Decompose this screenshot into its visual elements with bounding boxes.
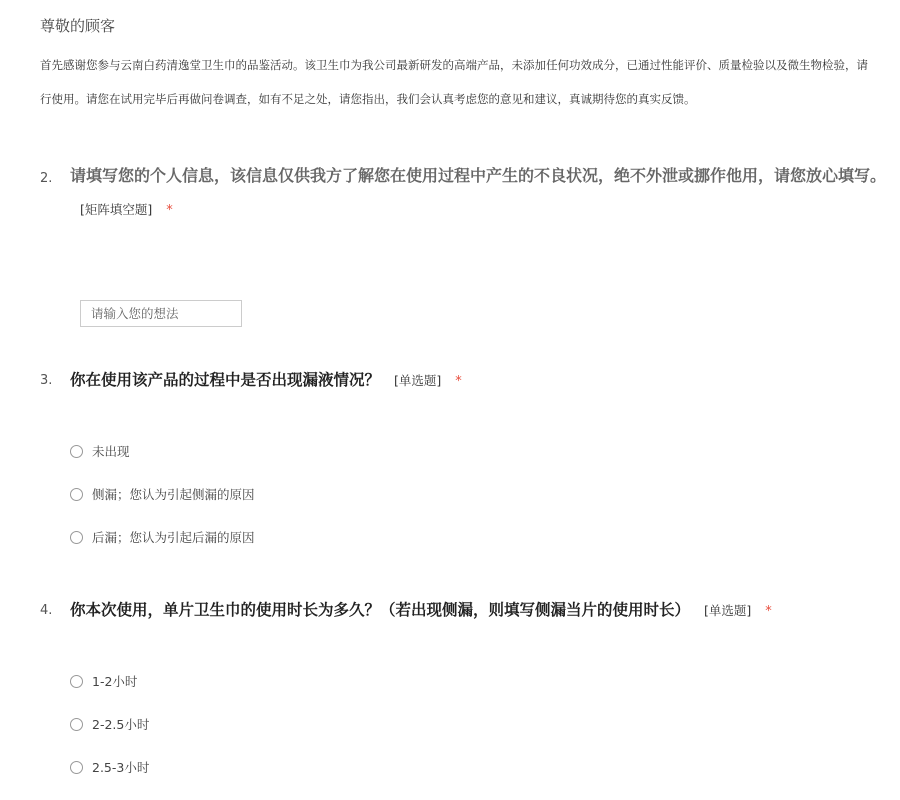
radio-button[interactable] <box>70 675 83 688</box>
question-type-label: [单选题] <box>704 603 752 618</box>
option-back-leak[interactable] <box>70 527 255 547</box>
option-label: 后漏；您认为引起后漏的原因 <box>92 530 255 545</box>
question-title-row <box>70 599 772 623</box>
question-title-row <box>70 369 462 393</box>
option-side-leak[interactable] <box>70 484 255 504</box>
question-type-label: [单选题] <box>394 373 442 388</box>
radio-button[interactable] <box>70 488 83 501</box>
personal-info-input[interactable] <box>80 300 242 327</box>
question-title: 请填写您的个人信息，该信息仅供我方了解您在使用过程中产生的不良状况，绝不外泄或挪作他用，请您放心填写。 <box>70 166 887 185</box>
option-2.5-3-hours[interactable] <box>70 757 149 777</box>
question-title: 你在使用该产品的过程中是否出现漏液情况？ <box>70 371 381 389</box>
question-type-row <box>80 200 173 221</box>
question-number: 4. <box>40 603 53 618</box>
radio-button[interactable] <box>70 718 83 731</box>
option-label: 未出现 <box>92 444 130 459</box>
intro-text-line-1: 首先感谢您参与云南白药清逸堂卫生巾的品鉴活动。该卫生巾为我公司最新研发的高端产品，未添加任何功效成分，已通过性能评价、质量检验以及微生物检验，请 <box>40 58 868 72</box>
option-label: 2-2.5小时 <box>92 717 150 732</box>
radio-button[interactable] <box>70 531 83 544</box>
option-label: 1-2小时 <box>92 674 138 689</box>
required-asterisk: * <box>765 604 772 619</box>
option-label: 2.5-3小时 <box>92 760 150 775</box>
option-1-2-hours[interactable] <box>70 671 137 691</box>
required-asterisk: * <box>455 374 462 389</box>
option-no-leak[interactable] <box>70 441 130 461</box>
required-asterisk: * <box>166 203 173 218</box>
option-2-2.5-hours[interactable] <box>70 714 149 734</box>
radio-button[interactable] <box>70 445 83 458</box>
question-title: 你本次使用，单片卫生巾的使用时长为多久？（若出现侧漏，则填写侧漏当片的使用时长） <box>70 601 691 619</box>
radio-button[interactable] <box>70 761 83 774</box>
greeting-heading: 尊敬的顾客 <box>40 17 116 35</box>
option-label: 侧漏；您认为引起侧漏的原因 <box>92 487 255 502</box>
question-type-label: [矩阵填空题] <box>80 202 153 217</box>
intro-text-line-2: 行使用。请您在试用完毕后再做问卷调查，如有不足之处，请您指出，我们会认真考虑您的意见和建议，真诚期待您的真实反馈。 <box>40 92 696 106</box>
question-number: 3. <box>40 373 53 388</box>
question-number: 2. <box>40 171 53 186</box>
